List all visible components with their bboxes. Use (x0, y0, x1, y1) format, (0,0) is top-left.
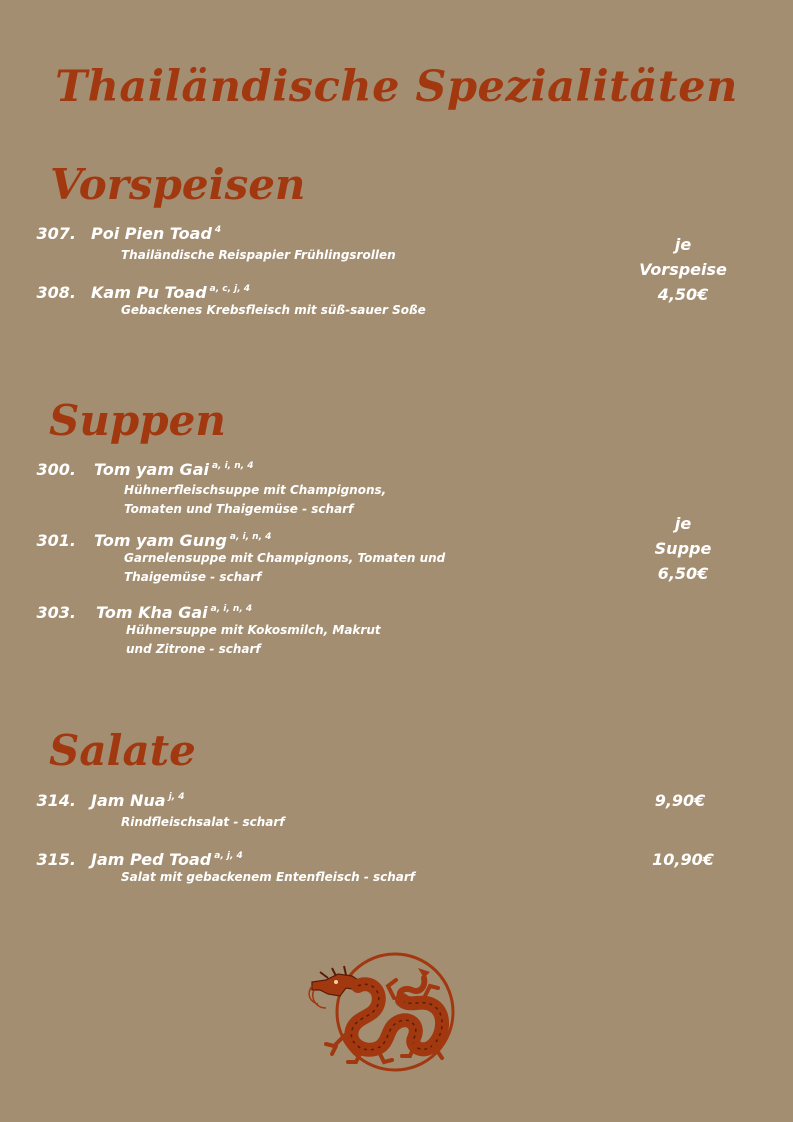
section-heading-vorspeisen: Vorspeisen (50, 160, 306, 209)
allergen-codes: a, c, j, 4 (209, 284, 251, 294)
item-description: Rindfleischsalat - scharf (121, 815, 285, 829)
allergen-codes: 4 (214, 225, 222, 235)
allergen-codes: a, i, n, 4 (210, 604, 253, 614)
item-number: 314. (36, 791, 76, 810)
item-name: Jam Ped Toad $^{a, j, 4}$ (91, 850, 243, 869)
item-name: Poi Pien Toad $^4$ (91, 224, 222, 243)
price-suppen: je Suppe 6,50€ (654, 514, 712, 583)
item-description: Hühnersuppe mit Kokosmilch, Makrut und Zitrone - scharf (126, 623, 381, 656)
item-name: Kam Pu Toad $^{a, c, j, 4}$ (91, 283, 251, 302)
item-price: 9,90€ (654, 791, 706, 810)
section-heading-suppen: Suppen (49, 396, 226, 445)
item-description: Garnelensuppe mit Champignons, Tomaten und Thaigemüse - scharf (124, 551, 446, 584)
item-description: Gebackenes Krebsfleisch mit süß-sauer Soße (121, 303, 426, 317)
item-description: Thailändische Reispapier Frühlingsrollen (121, 248, 396, 262)
item-number: 308. (36, 283, 76, 302)
item-name: Tom yam Gung $^{a, i, n, 4}$ (94, 531, 272, 550)
allergen-codes: j, 4 (168, 792, 185, 802)
item-number: 300. (36, 460, 76, 479)
dragon-icon (306, 950, 461, 1075)
section-heading-salate: Salate (49, 726, 196, 775)
item-name: Jam Nua $^{j, 4}$ (91, 791, 185, 810)
item-description: Salat mit gebackenem Entenfleisch - scharf (121, 870, 416, 884)
item-name: Tom Kha Gai $^{a, i, n, 4}$ (96, 603, 253, 622)
item-number: 303. (36, 603, 76, 622)
item-description: Hühnerfleischsuppe mit Champignons, Tomaten und Thaigemüse - scharf (124, 483, 387, 516)
price-vorspeisen: je Vorspeise 4,50€ (639, 235, 727, 304)
allergen-codes: a, j, 4 (214, 851, 243, 861)
allergen-codes: a, i, n, 4 (229, 532, 272, 542)
item-number: 307. (36, 224, 76, 243)
page-title: Thailändische Spezialitäten (55, 62, 738, 112)
item-name: Tom yam Gai $^{a, i, n, 4}$ (94, 460, 254, 479)
allergen-codes: a, i, n, 4 (211, 461, 254, 471)
item-number: 315. (36, 850, 76, 869)
item-price: 10,90€ (652, 850, 714, 869)
item-number: 301. (36, 531, 76, 550)
